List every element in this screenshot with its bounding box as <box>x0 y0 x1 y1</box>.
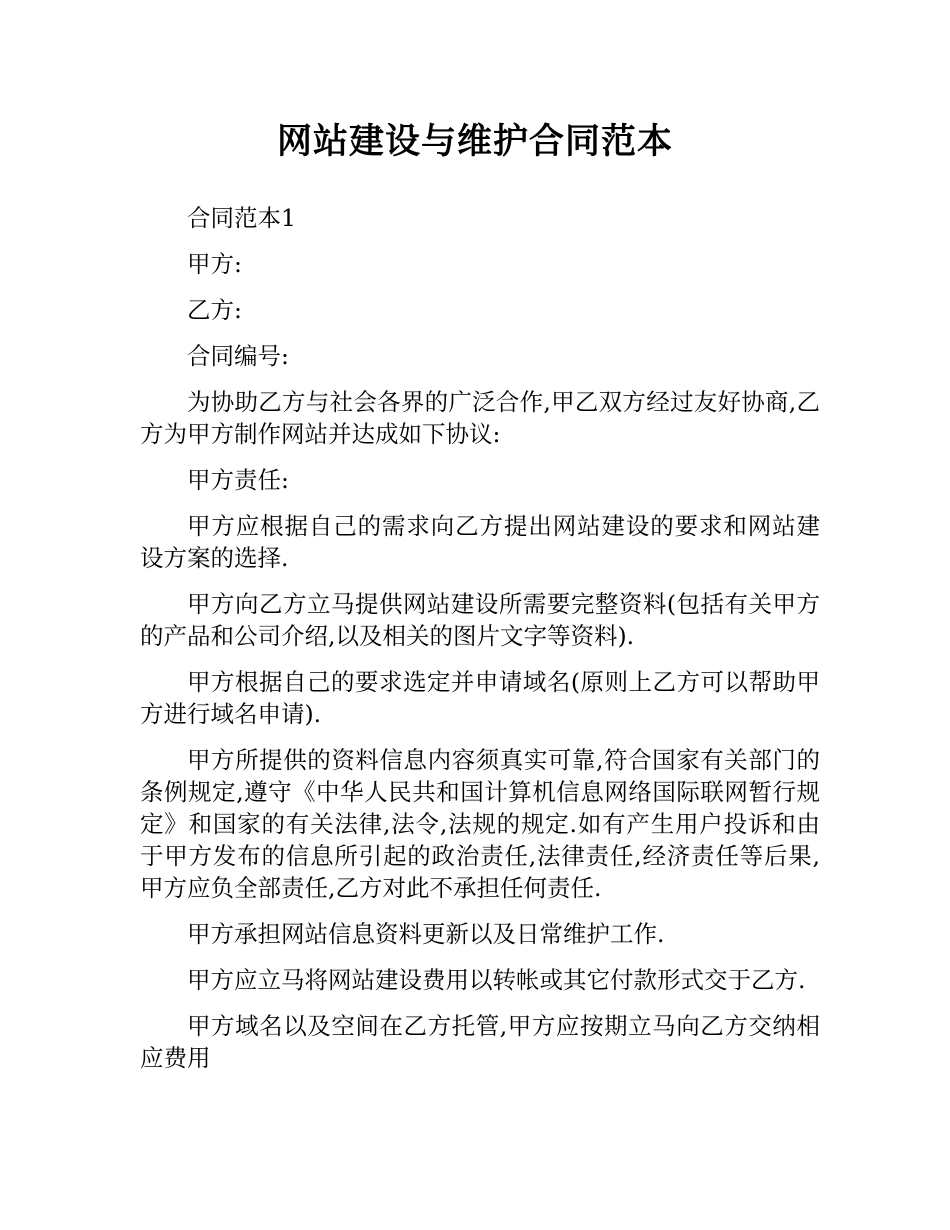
document-title: 网站建设与维护合同范本 <box>276 122 673 162</box>
clause-paragraph: 甲方向乙方立马提供网站建设所需要完整资料(包括有关甲方的产品和公司介绍,以及相关的图片文字等资料). <box>140 590 820 650</box>
preamble-paragraph: 为协助乙方与社会各界的广泛合作,甲乙双方经过友好协商,乙方为甲方制作网站并达成如下协议: <box>140 388 820 448</box>
clause-paragraph: 甲方应立马将网站建设费用以转帐或其它付款形式交于乙方. <box>187 966 806 994</box>
clause-paragraph: 甲方应根据自己的需求向乙方提出网站建设的要求和网站建设方案的选择. <box>140 512 820 572</box>
clause-paragraph: 甲方域名以及空间在乙方托管,甲方应按期立马向乙方交纳相应费用 <box>140 1012 820 1072</box>
party-b-field: 乙方: <box>187 296 242 324</box>
contract-number-heading: 合同范本1 <box>187 204 296 232</box>
clause-paragraph: 甲方根据自己的要求选定并申请域名(原则上乙方可以帮助甲方进行域名申请). <box>140 668 820 728</box>
party-a-duties-heading: 甲方责任: <box>187 466 289 494</box>
contract-id-field: 合同编号: <box>187 342 289 370</box>
clause-paragraph: 甲方承担网站信息资料更新以及日常维护工作. <box>187 920 665 948</box>
party-a-field: 甲方: <box>187 250 242 278</box>
clause-paragraph: 甲方所提供的资料信息内容须真实可靠,符合国家有关部门的条例规定,遵守《中华人民共和国计算机信息网络国际联网暂行规定》和国家的有关法律,法令,法规的规定.如有产生用户投诉和由于甲方发布的信息所引起的政治责任,法律责任,经济责任等后果,甲方应负全部责任,乙方对此不承担任何责任. <box>140 746 820 902</box>
document-body <box>140 202 820 1088</box>
